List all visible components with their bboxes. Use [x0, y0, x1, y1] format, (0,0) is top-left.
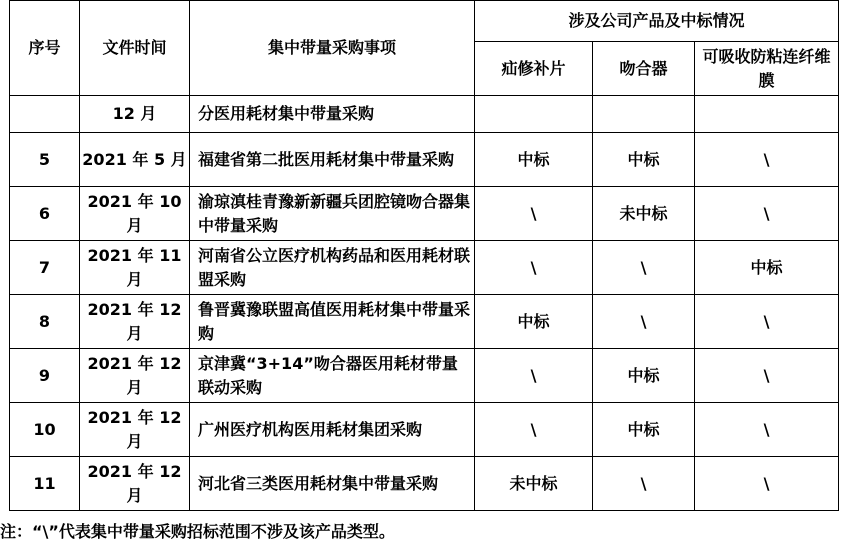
table-footnote: 注：“\”代表集中带量采购招标范围不涉及该产品类型。: [0, 522, 395, 541]
cell-result-hernia-patch: \: [475, 241, 593, 295]
cell-time: 2021 年 12 月: [80, 403, 190, 457]
cell-result-film: \: [695, 133, 839, 187]
cell-time: 2021 年 10 月: [80, 187, 190, 241]
cell-result-stapler: 中标: [593, 403, 695, 457]
cell-result-stapler: 中标: [593, 349, 695, 403]
header-time: 文件时间: [80, 1, 190, 96]
header-product-hernia-patch: 疝修补片: [475, 42, 593, 96]
cell-result-hernia-patch: \: [475, 187, 593, 241]
header-group: 涉及公司产品及中标情况: [475, 1, 839, 42]
table-row: [10, 96, 839, 133]
cell-result-film: 中标: [695, 241, 839, 295]
cell-time: 2021 年 12 月: [80, 457, 190, 511]
header-product-stapler: 吻合器: [593, 42, 695, 96]
cell-result-hernia-patch: \: [475, 403, 593, 457]
cell-result-film: [695, 96, 839, 133]
cell-result-film: \: [695, 403, 839, 457]
cell-seq: 8: [10, 295, 80, 349]
table-row: [10, 295, 839, 349]
cell-result-stapler: 中标: [593, 133, 695, 187]
cell-time: 2021 年 12 月: [80, 295, 190, 349]
procurement-table: [9, 0, 839, 511]
cell-result-stapler: 未中标: [593, 187, 695, 241]
cell-time: 2021 年 5 月: [80, 133, 190, 187]
cell-time: 12 月: [80, 96, 190, 133]
cell-result-film: \: [695, 349, 839, 403]
cell-matter: 渝琼滇桂青豫新新疆兵团腔镜吻合器集中带量采购: [190, 187, 475, 241]
cell-seq: 10: [10, 403, 80, 457]
cell-seq: 9: [10, 349, 80, 403]
cell-matter: 广州医疗机构医用耗材集团采购: [190, 403, 475, 457]
cell-result-hernia-patch: \: [475, 349, 593, 403]
header-seq: 序号: [10, 1, 80, 96]
cell-result-stapler: [593, 96, 695, 133]
cell-seq: 6: [10, 187, 80, 241]
cell-result-film: \: [695, 457, 839, 511]
cell-matter: 福建省第二批医用耗材集中带量采购: [190, 133, 475, 187]
cell-seq: 7: [10, 241, 80, 295]
cell-result-film: \: [695, 295, 839, 349]
cell-seq: [10, 96, 80, 133]
cell-result-stapler: \: [593, 241, 695, 295]
cell-seq: 11: [10, 457, 80, 511]
cell-result-stapler: \: [593, 457, 695, 511]
cell-time: 2021 年 12 月: [80, 349, 190, 403]
table-row: [10, 457, 839, 511]
cell-time: 2021 年 11 月: [80, 241, 190, 295]
cell-result-hernia-patch: [475, 96, 593, 133]
cell-matter: 分医用耗材集中带量采购: [190, 96, 475, 133]
cell-result-hernia-patch: 未中标: [475, 457, 593, 511]
table-row: [10, 349, 839, 403]
table-row: [10, 187, 839, 241]
cell-result-film: \: [695, 187, 839, 241]
cell-result-hernia-patch: 中标: [475, 133, 593, 187]
table-row: [10, 403, 839, 457]
cell-result-hernia-patch: 中标: [475, 295, 593, 349]
cell-seq: 5: [10, 133, 80, 187]
header-matter: 集中带量采购事项: [190, 1, 475, 96]
cell-matter: 河北省三类医用耗材集中带量采购: [190, 457, 475, 511]
cell-matter: 京津冀“3+14”吻合器医用耗材带量联动采购: [190, 349, 475, 403]
table-row: [10, 241, 839, 295]
table-row: [10, 133, 839, 187]
header-product-film: 可吸收防粘连纤维膜: [695, 42, 839, 96]
cell-matter: 河南省公立医疗机构药品和医用耗材联盟采购: [190, 241, 475, 295]
cell-matter: 鲁晋冀豫联盟高值医用耗材集中带量采购: [190, 295, 475, 349]
cell-result-stapler: \: [593, 295, 695, 349]
